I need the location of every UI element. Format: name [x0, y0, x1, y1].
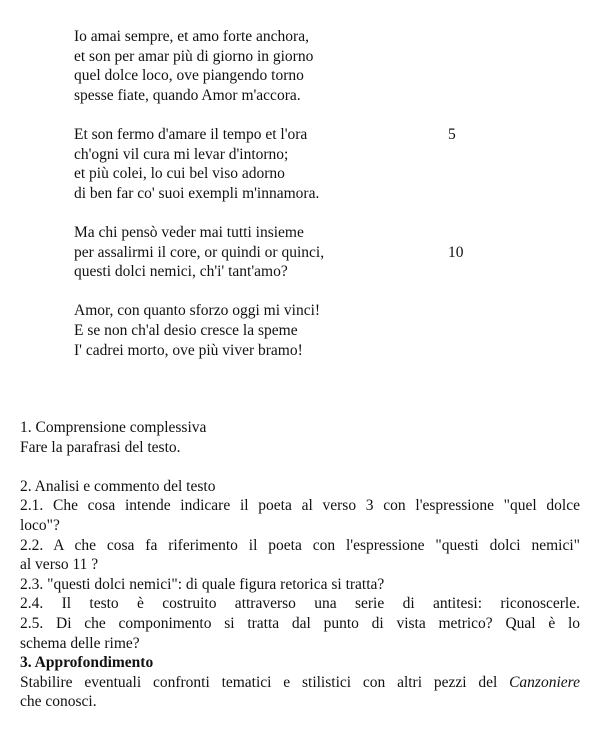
verse-text: Et son fermo d'amare il tempo et l'ora	[74, 125, 308, 143]
verse-7	[74, 164, 494, 184]
verse-12	[74, 301, 494, 321]
verse-text: Io amai sempre, et amo forte anchora,	[74, 28, 309, 45]
stanza-4	[74, 301, 494, 360]
verse-13	[74, 321, 494, 341]
question-2-1: 2.1. Che cosa intende indicare il poeta al verso 3 con l'espressione "quel dolce	[20, 497, 580, 515]
line-number-10: 10	[448, 243, 464, 261]
verse-10	[74, 243, 494, 263]
question-2-5-cont: schema delle rime?	[20, 634, 140, 652]
question-2-4: 2.4. Il testo è costruito attraverso una serie di antitesi: riconoscerle.	[20, 595, 580, 613]
spacer	[20, 457, 580, 477]
verse-text: Amor, con quanto sforzo oggi mi vinci!	[74, 302, 321, 320]
section-3-heading: 3. Approfondimento	[20, 654, 154, 672]
section-3-text	[20, 673, 580, 693]
section-1-heading: 1. Comprensione complessiva	[20, 419, 207, 436]
verse-text: E se non ch'al desio cresce la speme	[74, 321, 298, 339]
verse-2	[74, 47, 494, 67]
stanza-1	[74, 27, 494, 105]
section-3-text-cont: che conosci.	[20, 693, 97, 711]
verse-8	[74, 184, 494, 204]
verse-text: quel dolce loco, ove piangendo torno	[74, 67, 304, 85]
question-2-2: 2.2. A che cosa fa riferimento il poeta con l'espressione "questi dolci nemici"	[20, 536, 580, 554]
question-2-2-cont: al verso 11 ?	[20, 556, 99, 574]
verse-5	[74, 125, 494, 145]
section-1-text: Fare la parafrasi del testo.	[20, 438, 181, 456]
canzoniere-title: Canzoniere	[509, 673, 580, 691]
stanza-2	[74, 125, 494, 203]
verse-text: questi dolci nemici, ch'i' tant'amo?	[74, 263, 288, 281]
verse-14	[74, 341, 494, 361]
verse-text: et son per amar più di giorno in giorno	[74, 47, 314, 65]
verse-text: di ben far co' suoi exempli m'innamora.	[74, 184, 320, 202]
question-2-3: 2.3. "questi dolci nemici": di quale figura retorica si tratta?	[20, 575, 385, 593]
verse-11	[74, 262, 494, 282]
verse-text: per assalirmi il core, or quindi or quinci,	[74, 243, 325, 261]
verse-3	[74, 66, 494, 86]
verse-9	[74, 223, 494, 243]
verse-text: I' cadrei morto, ove più viver bramo!	[74, 341, 303, 359]
verse-text: et più colei, lo cui bel viso adorno	[74, 165, 285, 183]
question-2-5: 2.5. Di che componimento si tratta dal punto di vista metrico? Qual è lo	[20, 614, 580, 632]
verse-text: ch'ogni vil cura mi levar d'intorno;	[74, 145, 289, 163]
line-number-5: 5	[448, 125, 456, 143]
question-2-1-cont: loco"?	[20, 516, 60, 534]
section-2-heading: 2. Analisi e commento del testo	[20, 477, 216, 495]
section-3-text-part: Stabilire eventuali confronti tematici e stilistici con altri pezzi del	[20, 673, 510, 691]
stanza-3	[74, 223, 494, 282]
verse-text: Ma chi pensò veder mai tutti insieme	[74, 223, 304, 241]
verse-4	[74, 86, 494, 106]
poem	[74, 27, 494, 380]
exercises	[20, 418, 580, 712]
verse-text: spesse fiate, quando Amor m'accora.	[74, 86, 301, 104]
verse-6	[74, 145, 494, 165]
verse-1	[74, 27, 494, 47]
